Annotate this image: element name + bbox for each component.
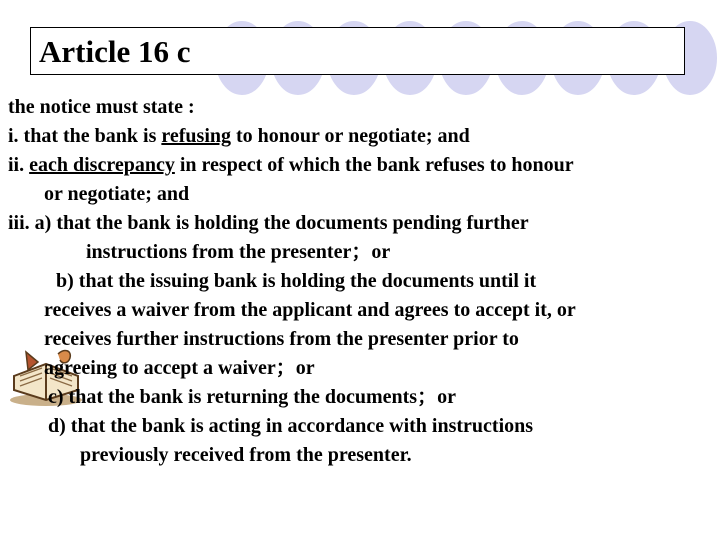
- text-line: b) that the issuing bank is holding the documents until it: [56, 270, 537, 292]
- underlined-term: each discrepancy: [29, 154, 175, 176]
- underlined-term: refusing: [161, 125, 232, 147]
- text-line: iii. a) that the bank is holding the documents pending further: [8, 212, 529, 234]
- text-line: previously received from the presenter.: [80, 444, 412, 466]
- text-line: receives further instructions from the presenter prior to: [44, 328, 519, 350]
- text-line: i. that the bank is refusing to honour or negotiate; and: [8, 125, 470, 147]
- text-line: instructions from the presenter；or: [86, 241, 391, 263]
- text-line: d) that the bank is acting in accordance with instructions: [48, 415, 534, 437]
- text-line: ii. each discrepancy in respect of which the bank refuses to honour: [8, 154, 574, 176]
- text-line: or negotiate; and: [44, 183, 190, 205]
- text-line: c) that the bank is returning the documents；or: [48, 386, 456, 408]
- slide-title: Article 16 c: [39, 34, 191, 69]
- text-line: agreeing to accept a waiver；or: [44, 357, 315, 379]
- text-line: the notice must state :: [8, 96, 195, 118]
- text-line: receives a waiver from the applicant and agrees to accept it, or: [44, 299, 576, 321]
